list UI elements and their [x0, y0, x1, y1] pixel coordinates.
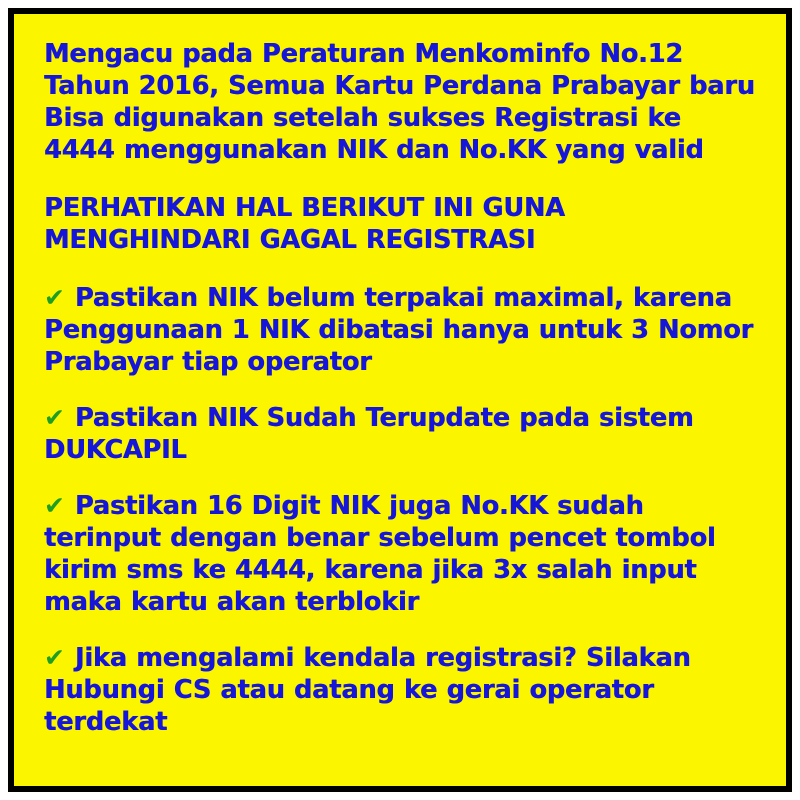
point-text-1: Pastikan NIK belum terpakai maximal, karena Penggunaan 1 NIK dibatasi hanya untuk 3 Nomor Prabayar tiap operator [44, 283, 753, 377]
warning-heading: PERHATIKAN HAL BERIKUT INI GUNA MENGHINDARI GAGAL REGISTRASI [44, 193, 565, 255]
point-item-2 [44, 402, 760, 466]
point-text-4: Jika mengalami kendala registrasi? Silakan Hubungi CS atau datang ke gerai operator terdekat [44, 643, 691, 737]
point-text-2: Pastikan NIK Sudah Terupdate pada sistem DUKCAPIL [44, 403, 694, 465]
intro-paragraph: Mengacu pada Peraturan Menkominfo No.12 Tahun 2016, Semua Kartu Perdana Prabayar baru Bisa digunakan setelah sukses Registrasi ke 4444 menggunakan NIK dan No.KK yang valid [44, 39, 755, 165]
point-item-4 [44, 642, 760, 738]
poster-frame [8, 8, 792, 792]
check-mark-icon: ✔ [44, 491, 65, 520]
check-mark-icon: ✔ [44, 643, 65, 672]
point-item-3 [44, 490, 760, 618]
check-mark-icon: ✔ [44, 283, 65, 312]
check-mark-icon: ✔ [44, 403, 65, 432]
point-item-1 [44, 282, 760, 378]
point-text-3: Pastikan 16 Digit NIK juga No.KK sudah terinput dengan benar sebelum pencet tombol kirim sms ke 4444, karena jika 3x salah input maka kartu akan terblokir [44, 491, 716, 617]
